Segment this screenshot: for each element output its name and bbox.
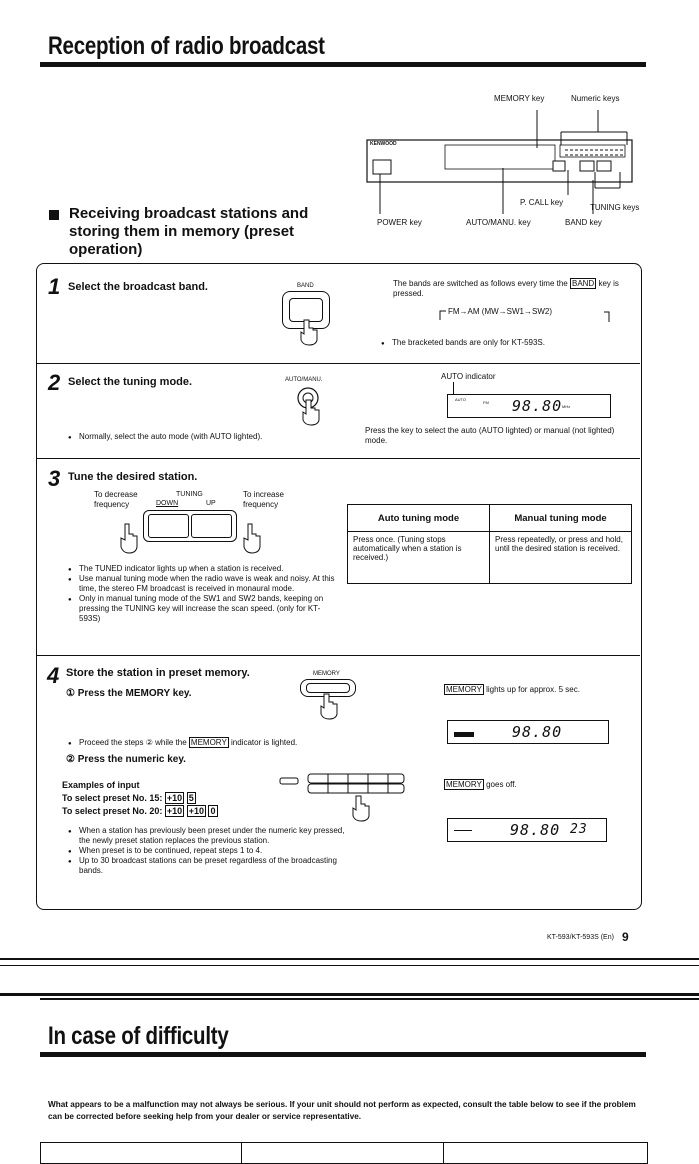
note: ● When a station has previously been preset under the numeric key pressed, the newly preset station replaces the previous station. xyxy=(79,826,349,846)
pcall-key-label: P. CALL key xyxy=(520,198,564,207)
page-seam xyxy=(0,993,699,996)
page-seam xyxy=(40,998,699,1000)
section-square-bullet xyxy=(49,210,59,220)
tuning-keys-label: TUNING keys xyxy=(590,203,640,212)
step-title: Select the broadcast band. xyxy=(68,281,208,293)
divider xyxy=(37,363,640,364)
table-header: Auto tuning mode xyxy=(348,505,490,532)
table-cell: Press repeatedly, or press and hold, until the desired station is received. xyxy=(490,532,632,584)
lcd-display xyxy=(447,720,609,744)
examples-title: Examples of input xyxy=(62,780,140,790)
divider xyxy=(37,655,640,656)
to-decrease-label: To decrease frequency xyxy=(94,490,138,509)
step4-proceed-note xyxy=(67,738,379,748)
memory-key-caption: MEMORY xyxy=(313,671,340,677)
page-seam xyxy=(0,965,699,966)
note: ● Proceed the steps ② while the MEMORY indicator is lighted. xyxy=(79,738,379,748)
footer-model: KT-593/KT-593S (En) xyxy=(547,934,614,941)
front-panel-diagram xyxy=(365,100,655,220)
lcd-frequency: 98.80 xyxy=(512,397,563,415)
numeric-keys-label: Numeric keys xyxy=(571,94,620,103)
intro-text: What appears to be a malfunction may not always be serious. If your unit should not perform as expected, consult the table below to see if the problem can be corrected before seeking help from your dealer or service representative. xyxy=(48,1100,636,1121)
step-number: 2 xyxy=(48,370,61,395)
up-label: UP xyxy=(206,500,216,507)
tuning-keys-illustration xyxy=(143,510,237,542)
sub-step-1: ① Press the MEMORY key. xyxy=(66,688,192,699)
auto-manu-key-illustration xyxy=(292,386,332,436)
tuning-mode-table xyxy=(347,504,632,584)
step-number: 3 xyxy=(48,466,61,491)
title-rule xyxy=(40,62,646,67)
numeric-keys-illustration xyxy=(278,768,408,828)
brand-logo: KENWOOD xyxy=(370,141,397,147)
tuning-label: TUNING xyxy=(176,491,203,498)
finger-icon xyxy=(316,692,340,722)
lcd-display xyxy=(447,394,611,418)
step4-notes xyxy=(67,826,349,876)
table-header: Manual tuning mode xyxy=(490,505,632,532)
lcd-unit: MHz xyxy=(562,404,571,409)
title-rule xyxy=(40,1052,646,1057)
note: ● Up to 30 broadcast stations can be preset regardless of the broadcasting bands. xyxy=(79,856,349,876)
page-title: Reception of radio broadcast xyxy=(48,32,325,60)
step-number: 4 xyxy=(47,663,60,688)
step-title: Select the tuning mode. xyxy=(68,376,193,388)
tuning-up-key xyxy=(191,514,232,538)
finger-icon xyxy=(115,522,141,556)
section-heading: Receiving broadcast stations and storing them in memory (preset operation) xyxy=(69,205,309,258)
note: ● When preset is to be continued, repeat steps 1 to 4. xyxy=(79,846,349,856)
lcd-display xyxy=(447,818,607,842)
note: ● The TUNED indicator lights up when a station is received. xyxy=(79,564,339,574)
troubleshooting-table xyxy=(40,1142,648,1164)
memory-lights-text: MEMORY lights up for approx. 5 sec. xyxy=(446,685,580,694)
note: ● Normally, select the auto mode (with AUTO lighted). xyxy=(79,432,349,442)
band-key-caption: BAND xyxy=(297,283,314,289)
lcd-auto-indicator: AUTO xyxy=(455,397,467,402)
step-title: Tune the desired station. xyxy=(68,471,198,483)
finger-icon xyxy=(298,318,320,346)
lcd-frequency: 98.80 xyxy=(510,821,561,839)
lcd-frequency: 98.80 xyxy=(512,723,563,741)
lcd-segment xyxy=(454,830,472,831)
power-key-label: POWER key xyxy=(377,218,422,227)
auto-manu-key-label: AUTO/MANU. key xyxy=(466,218,531,227)
note: ● Use manual tuning mode when the radio wave is weak and noisy. At this time, the stereo FM broadcast is received in monaural mode. xyxy=(79,574,339,594)
auto-indicator-label: AUTO indicator xyxy=(441,372,496,381)
tuning-down-key xyxy=(148,514,189,538)
auto-manu-key-caption: AUTO/MANU. xyxy=(285,377,323,383)
down-label: DOWN xyxy=(156,500,179,507)
memory-key-label: MEMORY key xyxy=(494,94,545,103)
lcd-preset-number: 23 xyxy=(570,822,588,837)
page-title: In case of difficulty xyxy=(48,1022,229,1050)
lcd-memory-indicator xyxy=(454,732,474,737)
step-title: Store the station in preset memory. xyxy=(66,667,250,679)
page-seam xyxy=(0,958,699,960)
table-cell: Press once. (Tuning stops automatically when a station is received.) xyxy=(348,532,490,584)
band-key-label: BAND key xyxy=(565,218,602,227)
memory-off-text: MEMORY goes off. xyxy=(446,780,517,789)
example-2: To select preset No. 20: +10 +10 0 xyxy=(62,806,216,816)
step1-notes xyxy=(380,338,642,348)
to-increase-label: To increase frequency xyxy=(243,490,284,509)
step-number: 1 xyxy=(48,274,61,299)
note: ● Only in manual tuning mode of the SW1 and SW2 bands, keeping on pressing the TUNING key will increase the scan speed. (only for KT-593S) xyxy=(79,594,339,624)
divider xyxy=(37,458,640,459)
step2-notes xyxy=(67,432,349,442)
page-number: 9 xyxy=(622,930,629,944)
step3-notes xyxy=(67,564,339,624)
note: ● The bracketed bands are only for KT-593S. xyxy=(392,338,642,348)
finger-icon xyxy=(238,522,264,556)
sub-step-2: ② Press the numeric key. xyxy=(66,754,186,765)
auto-manu-description: Press the key to select the auto (AUTO lighted) or manual (not lighted) mode. xyxy=(365,426,615,445)
lcd-band: FM xyxy=(483,400,489,405)
band-sequence: FM→AM (MW→SW1→SW2) xyxy=(448,307,552,316)
example-1: To select preset No. 15: +10 5 xyxy=(62,793,194,803)
band-switch-text: The bands are switched as follows every time the BAND key is pressed. xyxy=(393,279,619,298)
